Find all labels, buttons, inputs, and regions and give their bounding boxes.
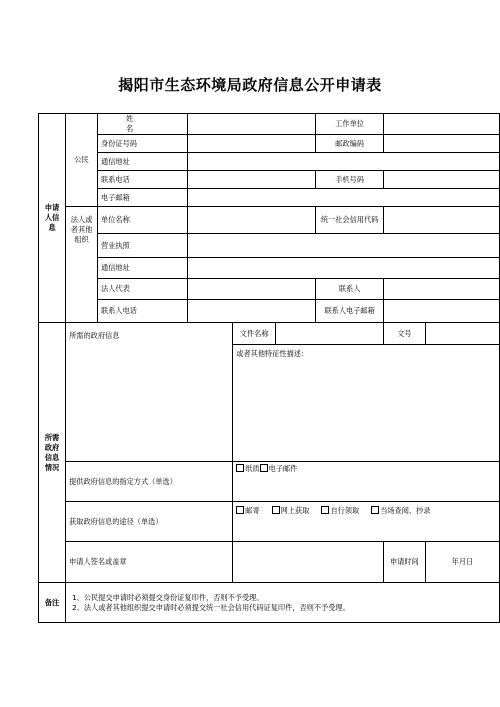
- postal-code-field[interactable]: [383, 135, 499, 153]
- doc-number-field[interactable]: [425, 323, 499, 345]
- org-name-field[interactable]: [188, 207, 316, 234]
- contact-field[interactable]: [383, 279, 499, 300]
- legal-rep-label: 法人代表: [98, 279, 188, 300]
- org-name-label: 单位名称: [98, 207, 188, 234]
- checkbox-icon: [236, 506, 244, 514]
- checkbox-icon: [260, 464, 268, 472]
- mobile-label: 手机号码: [316, 171, 383, 189]
- name-label: 姓 名: [98, 114, 188, 135]
- option-paper[interactable]: 纸质: [236, 464, 259, 473]
- id-number-field[interactable]: [188, 135, 316, 153]
- apply-date: 年月日: [425, 542, 499, 583]
- form-title: 揭阳市生态环境局政府信息公开申请表: [118, 76, 382, 94]
- credit-code-field[interactable]: [383, 207, 499, 234]
- citizen-label: 公民: [66, 114, 98, 207]
- needed-info-label: 所需的政府信息: [66, 323, 233, 462]
- request-section-label: 所需政府信息情况: [39, 323, 66, 583]
- file-name-field[interactable]: [276, 323, 384, 345]
- applicant-section-label: 申请人信息: [39, 114, 66, 323]
- license-field[interactable]: [188, 234, 500, 258]
- org-label: 法人或者其他组织: [66, 207, 98, 323]
- phone-label: 联系电话: [98, 171, 188, 189]
- apply-time-label: 申请时间: [383, 542, 425, 583]
- file-name-label: 文件名称: [233, 323, 276, 345]
- contact-phone-label: 联系人电话: [98, 300, 188, 323]
- mobile-field[interactable]: [383, 171, 499, 189]
- id-number-label: 身份证号码: [98, 135, 188, 153]
- email-label: 电子邮箱: [98, 189, 188, 207]
- option-online[interactable]: 网上获取: [272, 506, 310, 515]
- provide-method-label: 提供政府信息的指定方式（单选）: [66, 462, 233, 502]
- doc-number-label: 文号: [383, 323, 425, 345]
- legal-rep-field[interactable]: [188, 279, 316, 300]
- checkbox-icon: [321, 506, 329, 514]
- postal-code-label: 邮政编码: [316, 135, 383, 153]
- contact-phone-field[interactable]: [188, 300, 316, 323]
- email-field[interactable]: [188, 189, 500, 207]
- option-pickup[interactable]: 自行领取: [321, 506, 359, 515]
- contact-email-field[interactable]: [383, 300, 499, 323]
- address-label: 通信地址: [98, 153, 188, 171]
- signature-label: 申请人签名或盖章: [66, 542, 233, 583]
- contact-label: 联系人: [316, 279, 383, 300]
- work-unit-label: 工作单位: [316, 114, 383, 135]
- checkbox-icon: [272, 506, 280, 514]
- obtain-method-options: [233, 502, 500, 542]
- phone-field[interactable]: [188, 171, 316, 189]
- remark-item: 1、公民提交申请时必须提交身份证复印件，否则不予受理。: [72, 592, 264, 602]
- license-label: 营业执照: [98, 234, 188, 258]
- remarks-label: 备注: [39, 583, 66, 623]
- option-mail[interactable]: 邮寄: [236, 506, 259, 515]
- obtain-method-label: 获取政府信息的途径（单选）: [66, 502, 233, 542]
- org-address-field[interactable]: [188, 258, 500, 279]
- checkbox-icon: [236, 464, 244, 472]
- address-field[interactable]: [188, 153, 500, 171]
- credit-code-label: 统一社会信用代码: [316, 207, 383, 234]
- work-unit-field[interactable]: [383, 114, 499, 135]
- org-address-label: 通信地址: [98, 258, 188, 279]
- remark-item: 2、法人或者其他组织提交申请时必须提交统一社会信用代码证复印件，否则不予受理。: [72, 602, 350, 612]
- provide-method-options: [233, 462, 500, 502]
- option-onsite[interactable]: 当场查阅、抄录: [371, 506, 430, 515]
- other-desc-label: 或者其他特征性描述：: [233, 345, 500, 363]
- checkbox-icon: [371, 506, 379, 514]
- other-desc-field[interactable]: [233, 363, 500, 462]
- option-email[interactable]: 电子邮件: [260, 464, 298, 473]
- contact-email-label: 联系人电子邮箱: [316, 300, 383, 323]
- signature-field[interactable]: [233, 542, 384, 583]
- application-form-table: [38, 113, 500, 623]
- remarks-content: [66, 583, 500, 623]
